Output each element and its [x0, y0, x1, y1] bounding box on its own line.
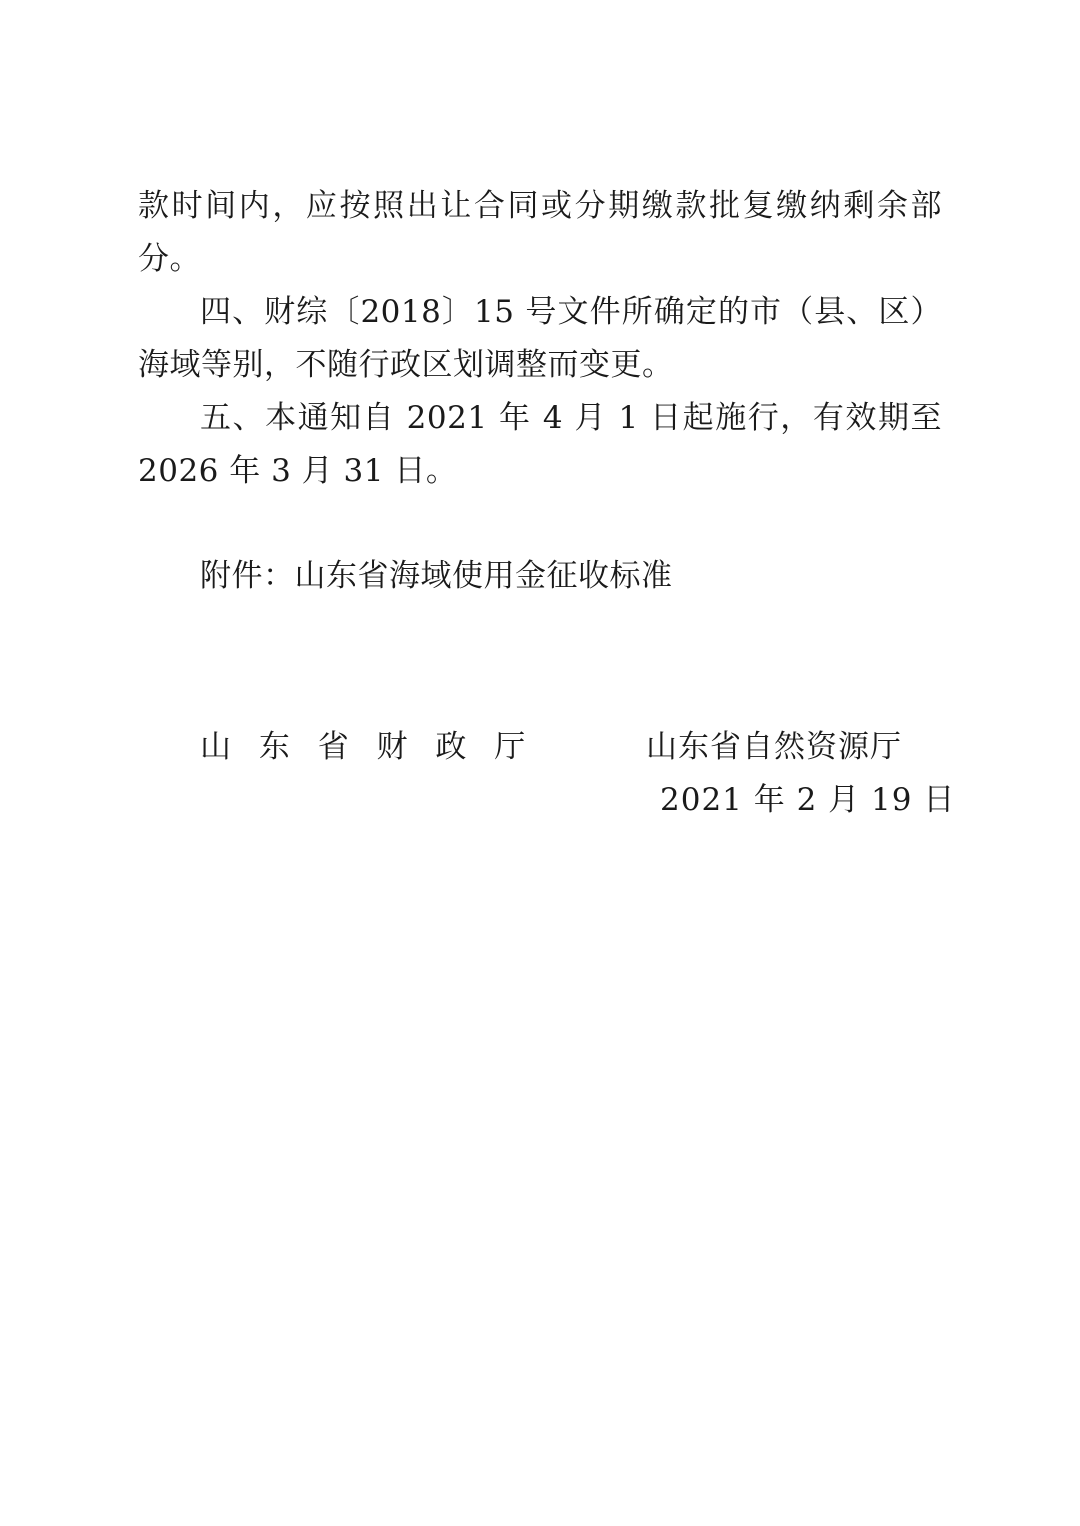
signature-block	[138, 721, 956, 851]
signature-right-agency: 山东省自然资源厅	[646, 729, 902, 765]
paragraph-item-five: 五、本通知自 2021 年 4 月 1 日起施行，有效期至 2026 年 3 月 31 日。	[138, 400, 942, 489]
document-body	[138, 180, 956, 851]
paragraph-continued: 款时间内，应按照出让合同或分期缴款批复缴纳剩余部分。	[138, 188, 942, 277]
attachment-line: 附件：山东省海域使用金征收标准	[200, 558, 673, 594]
signature-date: 2021 年 2 月 19 日	[660, 782, 956, 818]
signature-left-agency: 山 东 省 财 政 厅	[200, 729, 535, 765]
paragraph-item-four: 四、财综〔2018〕15 号文件所确定的市（县、区）海域等别，不随行政区划调整而变更。	[138, 294, 942, 383]
